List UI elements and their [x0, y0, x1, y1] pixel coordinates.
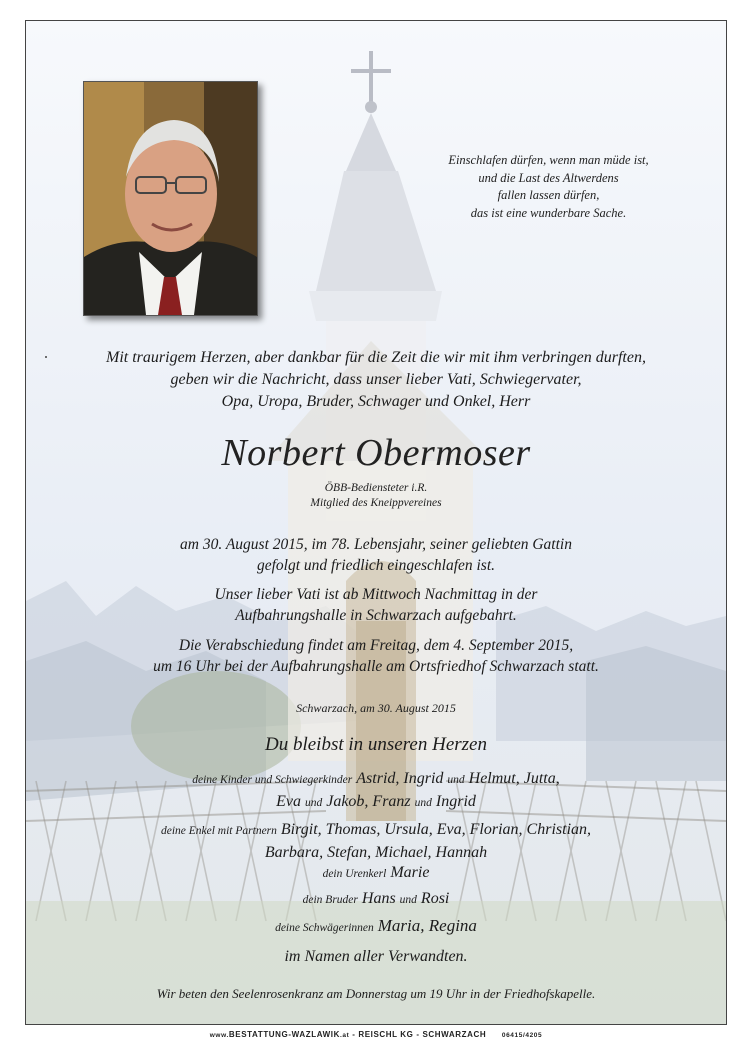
- farewell-line: Die Verabschiedung findet am Freitag, dem 4. September 2015,: [178, 637, 574, 654]
- farewell-line: um 16 Uhr bei der Aufbahrungshalle am Ortsfriedhof Schwarzach statt.: [153, 658, 599, 675]
- family-great-grandchild: [26, 863, 726, 884]
- intro-line: geben wir die Nachricht, dass unser lieber Vati, Schwiegervater,: [170, 371, 582, 388]
- brother-label: dein Bruder: [302, 894, 358, 906]
- footer-separator: -: [352, 1030, 356, 1039]
- stray-dot: [45, 356, 47, 358]
- children-names: Eva: [276, 793, 301, 810]
- sisters-in-law-names: Maria, Regina: [377, 916, 477, 935]
- great-grandchild-name: Marie: [390, 864, 430, 881]
- quote-line: und die Last des Altwerdens: [478, 170, 619, 185]
- quote-line: Einschlafen dürfen, wenn man müde ist,: [448, 153, 649, 167]
- farewell-notice: [26, 635, 726, 677]
- viewing-line: Unser lieber Vati ist ab Mittwoch Nachmittag in der: [214, 586, 538, 603]
- rosary-notice: Wir beten den Seelenrosenkranz am Donnerstag um 19 Uhr in der Friedhofskapelle.: [156, 986, 596, 1001]
- footer-town: SCHWARZACH: [422, 1030, 487, 1039]
- footer-phone: 06415/4205: [501, 1032, 543, 1039]
- intro-line: Opa, Uropa, Bruder, Schwager und Onkel, Herr: [221, 393, 531, 410]
- family-grandchildren: [26, 819, 726, 863]
- role-line: ÖBB-Bediensteter i.R.: [324, 482, 428, 494]
- obituary-frame: [25, 20, 727, 1025]
- viewing-notice: [26, 584, 726, 626]
- children-names: Ingrid: [435, 793, 476, 810]
- and-word: und: [399, 894, 417, 906]
- quote-line: fallen lassen dürfen,: [497, 188, 600, 202]
- portrait-photo: [83, 81, 258, 316]
- brother-partner-name: Rosi: [420, 890, 450, 907]
- and-word: und: [414, 797, 432, 809]
- footer-site: BESTATTUNG-WAZLAWIK: [228, 1030, 340, 1039]
- footer-company: REISCHL KG: [358, 1030, 414, 1039]
- children-names: Helmut, Jutta,: [468, 770, 560, 787]
- deceased-name: Norbert Obermoser: [221, 432, 531, 474]
- footer-www: www.: [209, 1032, 229, 1039]
- intro-line: Mit traurigem Herzen, aber dankbar für die Zeit die wir mit ihm verbringen durften,: [106, 349, 646, 366]
- and-word: und: [447, 774, 465, 786]
- death-notice-line: gefolgt und friedlich eingeschlafen ist.: [256, 557, 496, 574]
- children-names: Jakob, Franz: [326, 793, 411, 810]
- children-label: deine Kinder und Schwiegerkinder: [192, 774, 353, 786]
- opening-quote: [386, 152, 711, 222]
- intro-text: [26, 347, 726, 413]
- grandchildren-names: Barbara, Stefan, Michael, Hannah: [264, 844, 488, 861]
- dateline: Schwarzach, am 30. August 2015: [296, 701, 456, 715]
- death-notice-line: am 30. August 2015, im 78. Lebensjahr, seiner geliebten Gattin: [180, 536, 572, 553]
- quote-line: das ist eine wunderbare Sache.: [470, 205, 627, 220]
- grandchildren-names: Birgit, Thomas, Ursula, Eva, Florian, Christian,: [280, 821, 592, 838]
- brother-name: Hans: [361, 890, 396, 907]
- family-sisters-in-law: [26, 915, 726, 939]
- role-line: Mitglied des Kneippvereines: [310, 497, 442, 509]
- family-brother: [26, 889, 726, 910]
- great-grandchild-label: dein Urenkerl: [322, 868, 387, 880]
- grandchildren-label: deine Enkel mit Partnern: [160, 825, 277, 837]
- footer-separator: -: [416, 1030, 420, 1039]
- children-names: Astrid, Ingrid: [356, 770, 444, 787]
- death-notice: [26, 534, 726, 576]
- deceased-roles: [26, 481, 726, 511]
- family-closing: im Namen aller Verwandten.: [284, 948, 468, 965]
- sisters-in-law-label: deine Schwägerinnen: [275, 922, 374, 934]
- family-children: [26, 768, 726, 814]
- funeral-home-footer: [25, 1030, 727, 1039]
- motto: Du bleibst in unseren Herzen: [265, 734, 487, 755]
- footer-tld: .at: [340, 1032, 350, 1039]
- viewing-line: Aufbahrungshalle in Schwarzach aufgebahrt.: [235, 607, 517, 624]
- and-word: und: [304, 797, 323, 809]
